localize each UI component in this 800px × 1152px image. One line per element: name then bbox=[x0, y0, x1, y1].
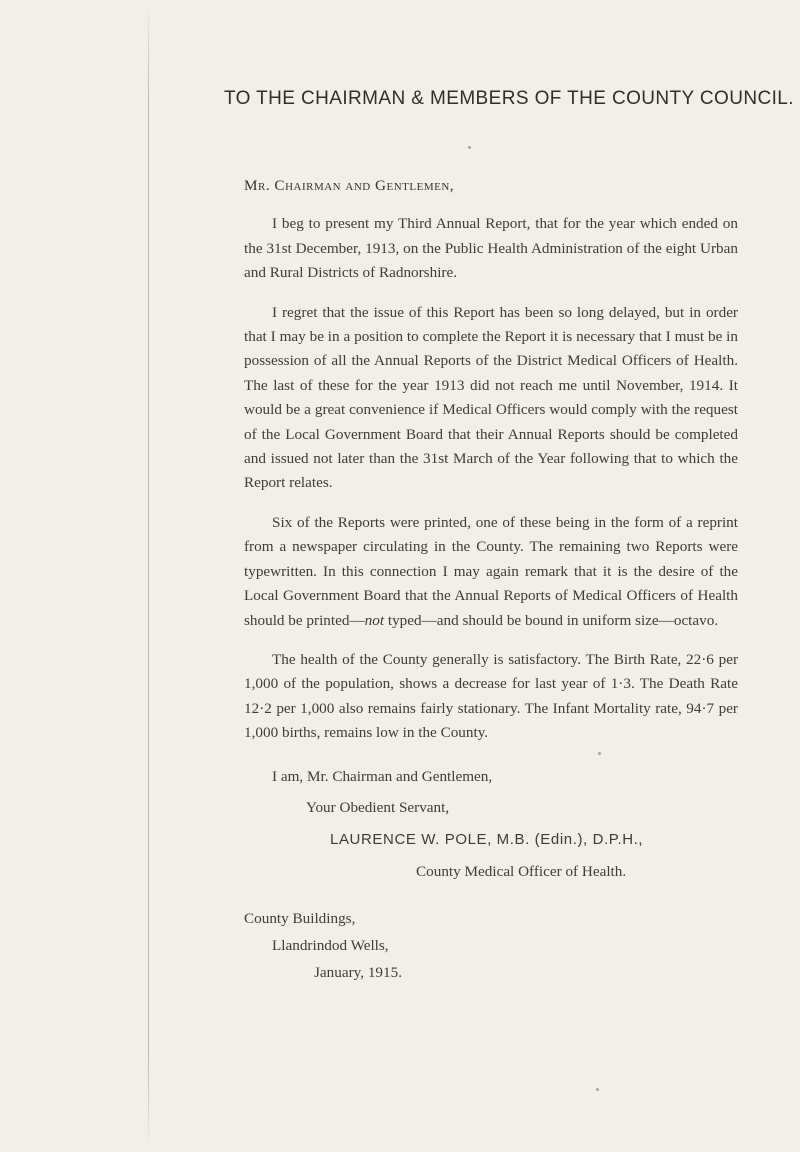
document-heading: TO THE CHAIRMAN & MEMBERS OF THE COUNTY COUNCIL. bbox=[224, 88, 794, 109]
address-block bbox=[244, 905, 738, 986]
address-line-date: January, 1915. bbox=[314, 963, 403, 981]
address-line-buildings: County Buildings, bbox=[244, 909, 356, 927]
printing-text-after: typed—and should be bound in uniform size—octavo. bbox=[384, 611, 719, 629]
address-line-town: Llandrindod Wells, bbox=[272, 936, 389, 954]
signature-title: County Medical Officer of Health. bbox=[416, 862, 627, 880]
closing-servant: Your Obedient Servant, bbox=[306, 798, 450, 816]
paper-speck bbox=[596, 1088, 599, 1091]
salutation: Mr. Chairman and Gentlemen, bbox=[244, 177, 455, 194]
paper-speck bbox=[468, 146, 471, 149]
paragraph-report-delay: I regret that the issue of this Report has been so long delayed, but in order that I may be in a position to complete the Report it is necessary that I must be in possession of all the Annual Reports of the District Medical Officers of Health. The last of these for the year 1913 did not reach me until November, 1914. It would be a great convenience if Medical Officers would comply with the request of the Local Government Board that their Annual Reports should be completed and issued not later than the 31st March of the Year following that to which the Report relates. bbox=[244, 303, 738, 492]
closing-block bbox=[244, 761, 738, 887]
page-edge-shadow bbox=[148, 0, 149, 1152]
closing-line: I am, Mr. Chairman and Gentlemen, bbox=[272, 767, 493, 785]
paragraph-report-presentation: I beg to present my Third Annual Report, that for the year which ended on the 31st December, 1913, on the Public Health Administration of the eight Urban and Rural Districts of Radnorshire. bbox=[244, 215, 738, 282]
paragraph-report-printing bbox=[244, 511, 738, 633]
paragraph-county-health: The health of the County generally is satisfactory. The Birth Rate, 22·6 per 1,000 of the population, shows a decrease for last year of 1·3. The Death Rate 12·2 per 1,000 also remains fairly stationary. The Infant Mortality rate, 94·7 per 1,000 births, remains low in the County. bbox=[244, 650, 738, 742]
signature-name: LAURENCE W. POLE, M.B. (Edin.), D.P.H., bbox=[330, 830, 644, 848]
paper-speck bbox=[598, 752, 601, 755]
printing-text-before: Six of the Reports were printed, one of these being in the form of a reprint from a newspaper circulating in the County. The remaining two Reports were typewritten. In this connection I may again remark that it is the desire of the Local Government Board that the Annual Reports of Medical Officers of Health should be printed— bbox=[244, 513, 738, 629]
letter-body bbox=[244, 174, 738, 986]
printing-text-emphasis: not bbox=[364, 611, 385, 629]
